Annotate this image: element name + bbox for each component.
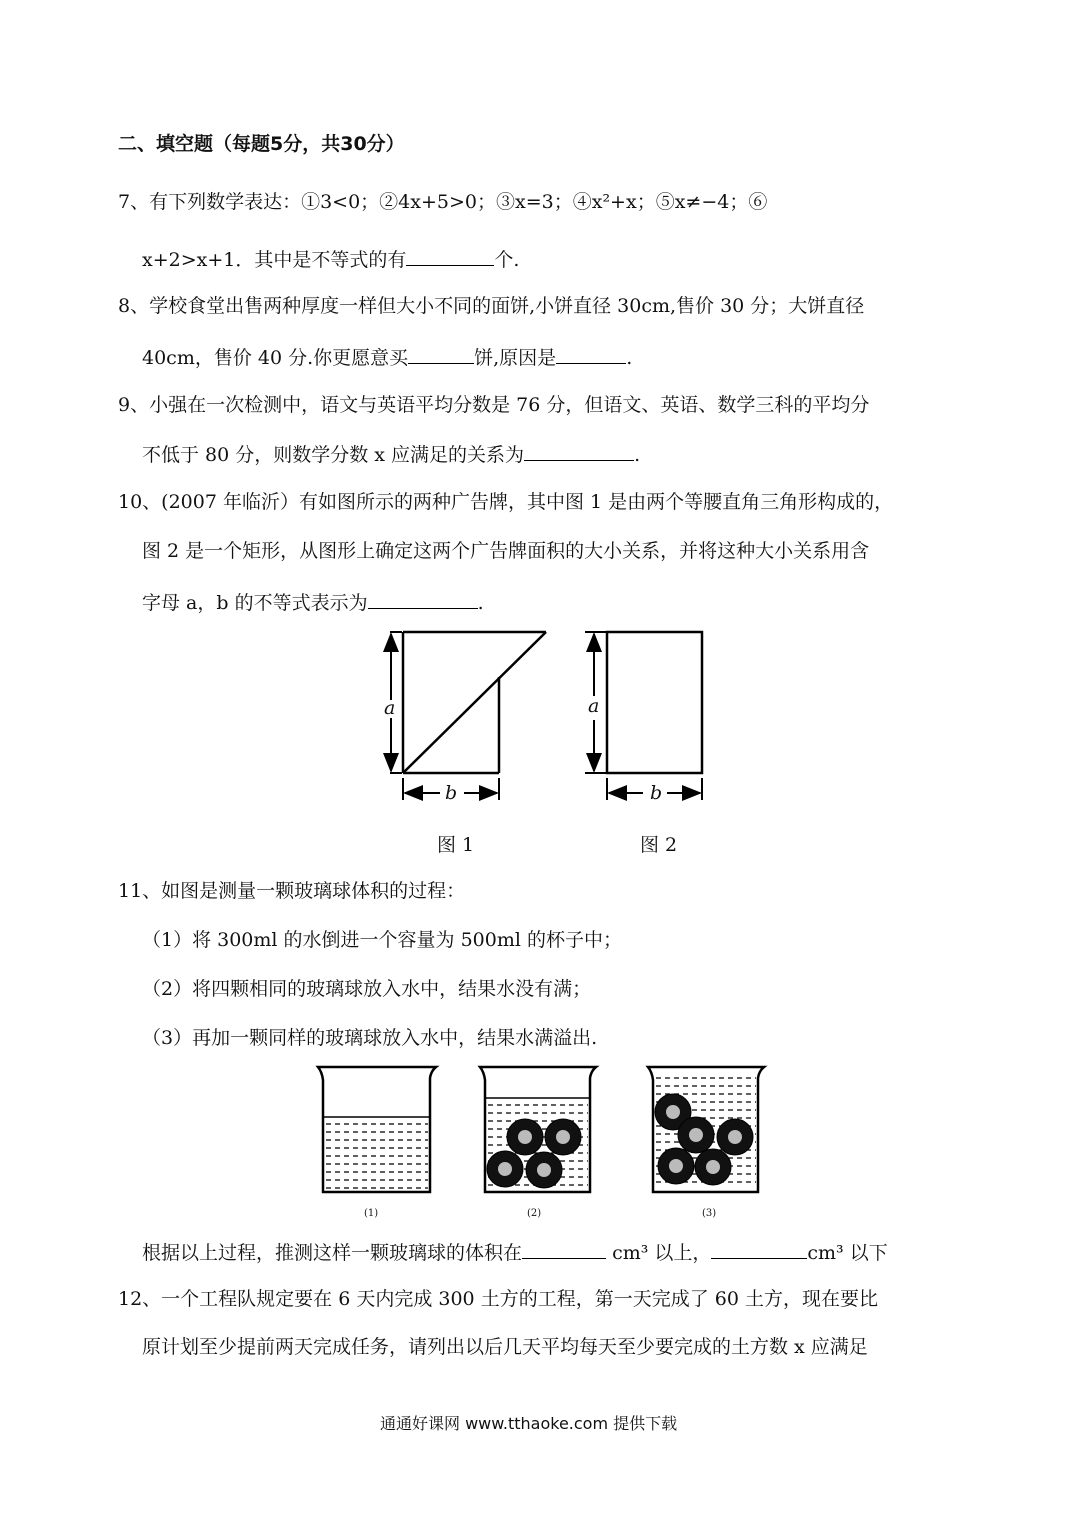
- fig1-caption: 图 1: [437, 834, 475, 856]
- q11-answer-blank-1[interactable]: [522, 1238, 606, 1259]
- beaker-caption-3: (3): [702, 1208, 717, 1219]
- q11-line1: 11、如图是测量一颗玻璃球体积的过程：: [118, 880, 466, 902]
- figure-2: [607, 632, 702, 773]
- fig1-label-a: a: [384, 697, 396, 719]
- glass-balls: [487, 1094, 753, 1188]
- glass-ball-highlight: [498, 1162, 512, 1176]
- q7-line1: 7、有下列数学表达：①3<0；②4x+5>0；③x=3；④x²+x；⑤x≠−4；⑥: [118, 191, 768, 213]
- fig2-label-b: b: [650, 782, 663, 804]
- q8-line1: 8、学校食堂出售两种厚度一样但大小不同的面饼,小饼直径 30cm,售价 30 分；大饼直径: [118, 295, 865, 317]
- q7-line2-end: 个.: [494, 249, 520, 271]
- fig2-caption: 图 2: [640, 834, 678, 856]
- q9-line2-text: 不低于 80 分，则数学分数 x 应满足的关系为: [142, 444, 525, 466]
- q10-line3-end: .: [477, 592, 484, 614]
- beaker-caption-1: (1): [364, 1208, 379, 1219]
- q11-step3: （3）再加一颗同样的玻璃球放入水中，结果水满溢出.: [142, 1027, 598, 1049]
- q9-line2-end: .: [634, 444, 641, 466]
- q11-unit-1: cm³ 以上，: [612, 1242, 712, 1264]
- q10-line2: 图 2 是一个矩形，从图形上确定这两个广告牌面积的大小关系，并将这种大小关系用含: [142, 540, 870, 562]
- footer-text: 通通好课网 www.tthaoke.com 提供下载: [380, 1414, 678, 1433]
- q8-line2-text: 40cm，售价 40 分.你更愿意买: [142, 347, 409, 369]
- figure-1: [403, 632, 546, 773]
- q12-line2: 原计划至少提前两天完成任务，请列出以后几天平均每天至少要完成的土方数 x 应满足: [142, 1336, 868, 1358]
- glass-ball-highlight: [689, 1128, 703, 1142]
- fig2-label-a: a: [588, 695, 600, 717]
- q11-step1: （1）将 300ml 的水倒进一个容量为 500ml 的杯子中；: [142, 929, 622, 951]
- fig1-label-b: b: [445, 782, 458, 804]
- glass-ball-highlight: [728, 1130, 742, 1144]
- figure-2-dimension-arrows: [585, 632, 702, 800]
- q11-unit-2: cm³ 以下: [807, 1242, 888, 1264]
- glass-ball-highlight: [556, 1130, 570, 1144]
- q8-line2-mid: 饼,原因是: [474, 347, 557, 369]
- section-title: 二、填空题（每题5分，共30分）: [118, 133, 405, 155]
- q7-line2-text: x+2>x+1．其中是不等式的有: [142, 249, 407, 271]
- q11-answer-text: 根据以上过程，推测这样一颗玻璃球的体积在: [142, 1242, 523, 1264]
- beaker-1: [318, 1067, 436, 1192]
- q11-answer-line: [142, 1238, 888, 1265]
- glass-ball-highlight: [669, 1159, 683, 1173]
- beaker-caption-2: (2): [527, 1208, 542, 1219]
- glass-ball-highlight: [518, 1130, 532, 1144]
- glass-ball-highlight: [706, 1160, 720, 1174]
- q11-step2: （2）将四颗相同的玻璃球放入水中，结果水没有满；: [142, 978, 592, 1000]
- glass-ball-highlight: [537, 1163, 551, 1177]
- q12-line1: 12、一个工程队规定要在 6 天内完成 300 土方的工程，第一天完成了 60 土方，现在要比: [118, 1288, 878, 1310]
- q8-line2-end: .: [626, 347, 633, 369]
- q10-line1: 10、(2007 年临沂）有如图所示的两种广告牌，其中图 1 是由两个等腰直角三角形构成的，: [118, 491, 894, 513]
- q9-line1: 9、小强在一次检测中，语文与英语平均分数是 76 分，但语文、英语、数学三科的平均分: [118, 394, 870, 416]
- figure-1-dimension-arrows: [390, 632, 499, 800]
- glass-ball-highlight: [666, 1105, 680, 1119]
- q10-line3-text: 字母 a，b 的不等式表示为: [142, 592, 368, 614]
- q11-answer-blank-2[interactable]: [711, 1238, 807, 1259]
